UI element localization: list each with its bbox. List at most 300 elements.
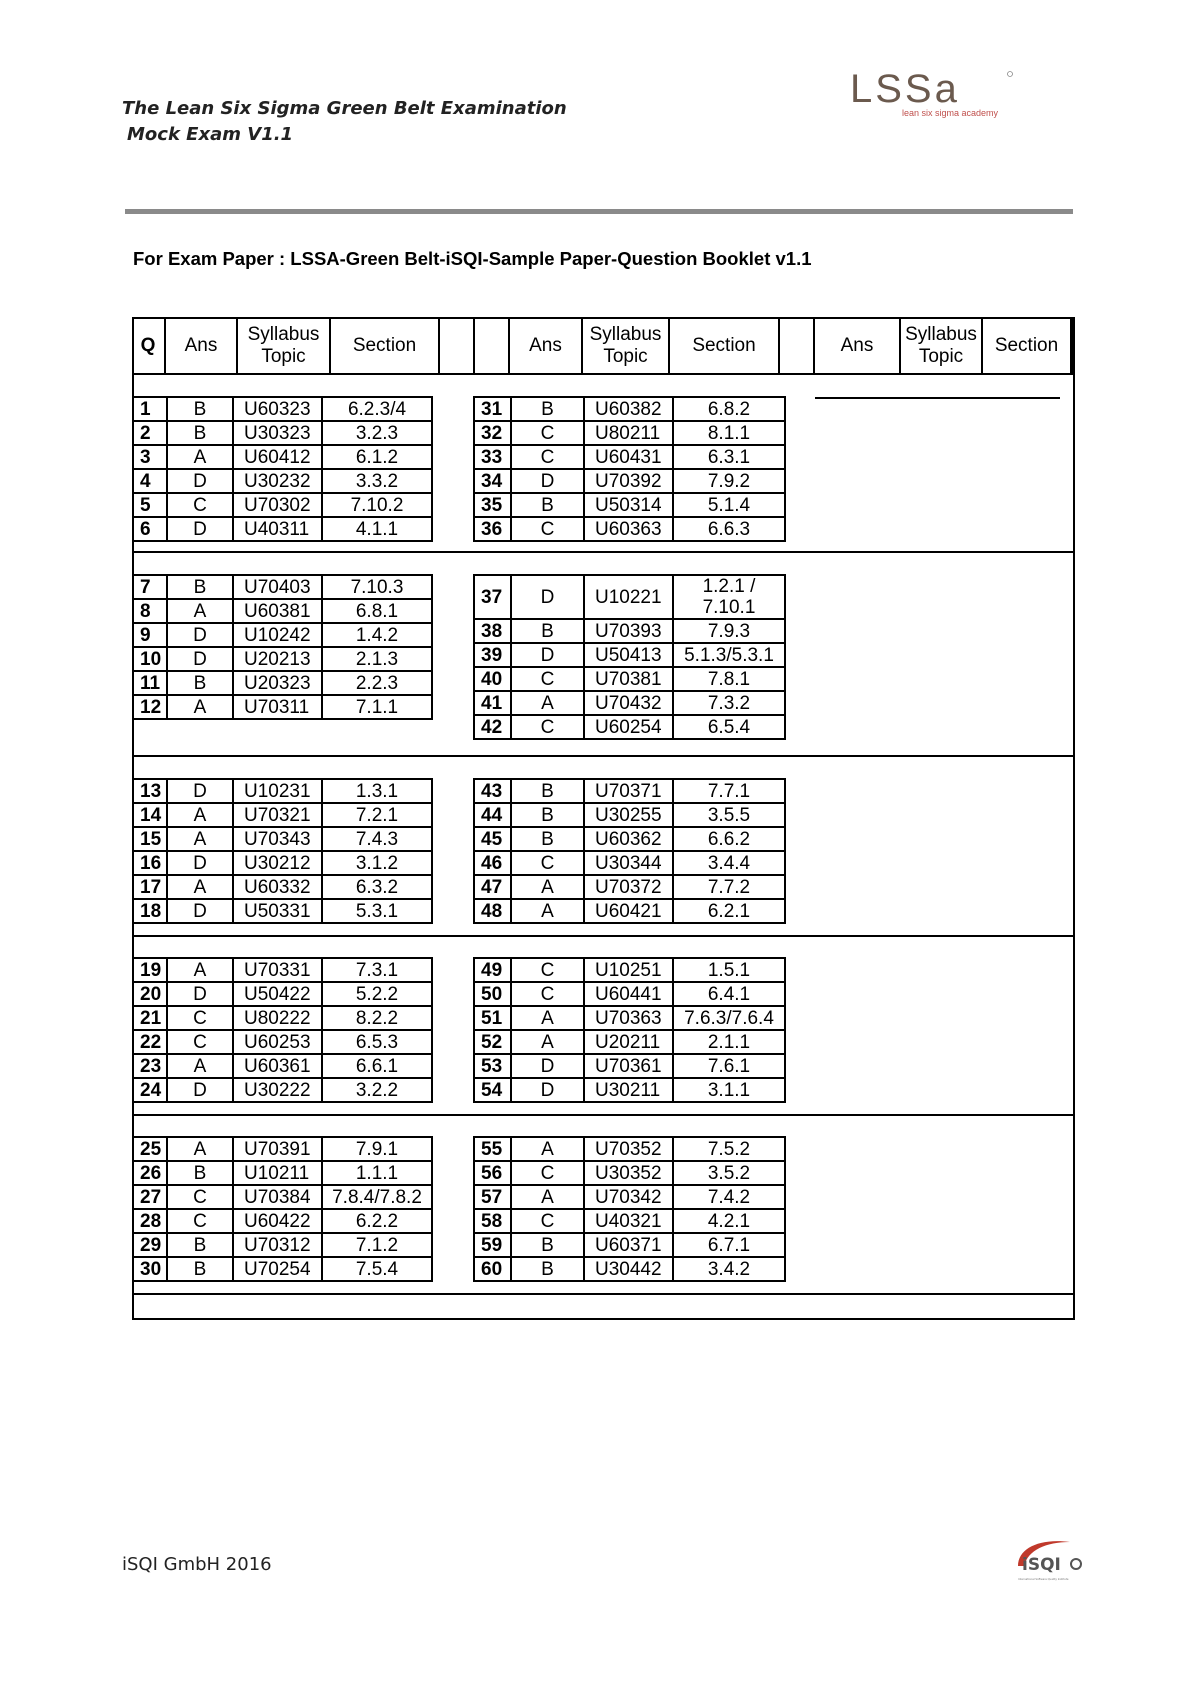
- answer-row: [133, 779, 432, 803]
- question-number: 38: [474, 619, 511, 643]
- syllabus-topic: U70302: [233, 493, 322, 517]
- answer-letter: C: [167, 1185, 233, 1209]
- answer-letter: D: [167, 779, 233, 803]
- answer-letter: C: [511, 421, 584, 445]
- question-number: 10: [133, 647, 167, 671]
- syllabus-topic: U70391: [233, 1137, 322, 1161]
- lssa-logo-text: LSSa: [850, 67, 960, 111]
- header-topic-2: Topic: [603, 345, 648, 367]
- question-number: 47: [474, 875, 511, 899]
- syllabus-topic: U70384: [233, 1185, 322, 1209]
- answer-letter: A: [511, 1006, 584, 1030]
- section-ref: 7.6.3/7.6.4: [673, 1006, 785, 1030]
- answer-letter: C: [511, 1161, 584, 1185]
- section-ref: 1.5.1: [673, 958, 785, 982]
- answer-row: [474, 667, 785, 691]
- question-number: 1: [133, 397, 167, 421]
- answer-row: [133, 982, 432, 1006]
- section-ref: 2.2.3: [322, 671, 432, 695]
- answer-letter: D: [511, 1078, 584, 1102]
- question-number: 45: [474, 827, 511, 851]
- block-separator: [132, 1293, 1075, 1295]
- syllabus-topic: U20211: [584, 1030, 673, 1054]
- section-ref: 3.4.2: [673, 1257, 785, 1281]
- answer-row: [133, 1078, 432, 1102]
- answer-row: [474, 1233, 785, 1257]
- answer-letter: A: [167, 827, 233, 851]
- answer-row: [133, 695, 432, 719]
- syllabus-topic: U70321: [233, 803, 322, 827]
- syllabus-topic: U50314: [584, 493, 673, 517]
- answer-row: [474, 779, 785, 803]
- question-number: 40: [474, 667, 511, 691]
- answer-letter: C: [511, 715, 584, 739]
- section-ref: 3.1.2: [322, 851, 432, 875]
- question-number: 59: [474, 1233, 511, 1257]
- question-number: 32: [474, 421, 511, 445]
- header-gap-2: [780, 317, 815, 374]
- section-ref: 7.6.1: [673, 1054, 785, 1078]
- question-number: 8: [133, 599, 167, 623]
- answers-table-7-12: [132, 574, 433, 720]
- answer-row: [133, 469, 432, 493]
- answer-row: [133, 1185, 432, 1209]
- answer-row: [133, 517, 432, 541]
- syllabus-topic: U10251: [584, 958, 673, 982]
- answer-letter: B: [167, 397, 233, 421]
- answer-row: [133, 958, 432, 982]
- syllabus-topic: U70343: [233, 827, 322, 851]
- section-ref: 6.2.3/4: [322, 397, 432, 421]
- answer-letter: A: [511, 691, 584, 715]
- section-ref: 7.4.3: [322, 827, 432, 851]
- question-number: 26: [133, 1161, 167, 1185]
- question-number: 5: [133, 493, 167, 517]
- answer-letter: D: [167, 851, 233, 875]
- section-ref-line: 1.2.1 /: [702, 576, 756, 597]
- answer-row: [474, 1078, 785, 1102]
- section-ref: 1.4.2: [322, 623, 432, 647]
- answer-row: [474, 899, 785, 923]
- question-number: 17: [133, 875, 167, 899]
- answer-letter: D: [511, 1054, 584, 1078]
- syllabus-topic: U40311: [233, 517, 322, 541]
- lssa-logo-tagline: lean six sigma academy: [902, 108, 999, 118]
- answer-letter: C: [511, 667, 584, 691]
- syllabus-topic: U70372: [584, 875, 673, 899]
- answer-letter: B: [511, 493, 584, 517]
- section-ref-line: 7.10.1: [702, 597, 756, 618]
- answer-row: [133, 647, 432, 671]
- section-ref: 3.4.4: [673, 851, 785, 875]
- section-ref: 8.1.1: [673, 421, 785, 445]
- section-ref: 7.7.1: [673, 779, 785, 803]
- question-number: 15: [133, 827, 167, 851]
- answer-row: [133, 671, 432, 695]
- syllabus-topic: U70381: [584, 667, 673, 691]
- question-number: 13: [133, 779, 167, 803]
- section-ref: 6.8.2: [673, 397, 785, 421]
- section-ref: 7.2.1: [322, 803, 432, 827]
- header-rule: [125, 209, 1073, 214]
- answer-letter: A: [167, 958, 233, 982]
- section-ref: 7.1.2: [322, 1233, 432, 1257]
- answer-row: [133, 1137, 432, 1161]
- syllabus-topic: U30232: [233, 469, 322, 493]
- answer-letter: A: [511, 1030, 584, 1054]
- syllabus-topic: U20213: [233, 647, 322, 671]
- answer-letter: A: [511, 899, 584, 923]
- footer-company: iSQI GmbH 2016: [122, 1554, 272, 1575]
- question-number: 24: [133, 1078, 167, 1102]
- header-ans: Ans: [166, 317, 238, 374]
- question-number: 36: [474, 517, 511, 541]
- exam-paper-label: For Exam Paper : LSSA-Green Belt-iSQI-Sample Paper-Question Booklet v1.1: [133, 248, 812, 269]
- syllabus-topic: U70393: [584, 619, 673, 643]
- syllabus-topic: U30255: [584, 803, 673, 827]
- syllabus-topic: U60363: [584, 517, 673, 541]
- answer-letter: C: [511, 982, 584, 1006]
- answer-letter: B: [167, 671, 233, 695]
- section-ref: 3.2.3: [322, 421, 432, 445]
- question-number: 55: [474, 1137, 511, 1161]
- section-ref: 7.9.1: [322, 1137, 432, 1161]
- question-number: 30: [133, 1257, 167, 1281]
- syllabus-topic: U70312: [233, 1233, 322, 1257]
- answers-table-37-42: [473, 574, 786, 740]
- answer-row: [133, 1161, 432, 1185]
- section-ref: 3.2.2: [322, 1078, 432, 1102]
- answer-letter: D: [167, 469, 233, 493]
- syllabus-topic: U60332: [233, 875, 322, 899]
- answer-row: [133, 421, 432, 445]
- answer-letter: A: [167, 599, 233, 623]
- question-number: 7: [133, 575, 167, 599]
- answer-row: [133, 397, 432, 421]
- section-ref: 6.3.2: [322, 875, 432, 899]
- section-ref: 6.3.1: [673, 445, 785, 469]
- answers-table-13-18: [132, 778, 433, 924]
- section-ref: 6.8.1: [322, 599, 432, 623]
- syllabus-topic: U60431: [584, 445, 673, 469]
- syllabus-topic: U50422: [233, 982, 322, 1006]
- section-ref: 3.5.2: [673, 1161, 785, 1185]
- syllabus-topic: U60254: [584, 715, 673, 739]
- section-ref: 5.1.4: [673, 493, 785, 517]
- header-topic-3: Topic: [918, 345, 964, 367]
- question-number: 50: [474, 982, 511, 1006]
- header-topic: Topic: [261, 345, 306, 367]
- syllabus-topic: U60381: [233, 599, 322, 623]
- answer-letter: A: [167, 803, 233, 827]
- syllabus-topic: U30442: [584, 1257, 673, 1281]
- section-ref: 7.9.3: [673, 619, 785, 643]
- syllabus-topic: U60253: [233, 1030, 322, 1054]
- block-separator: [132, 551, 1075, 553]
- answers-table-43-48: [473, 778, 786, 924]
- answer-row: [474, 575, 785, 619]
- syllabus-topic: U70361: [584, 1054, 673, 1078]
- question-number: 37: [474, 575, 511, 619]
- question-number: 52: [474, 1030, 511, 1054]
- section-ref: 3.1.1: [673, 1078, 785, 1102]
- question-number: 25: [133, 1137, 167, 1161]
- question-number: 39: [474, 643, 511, 667]
- answer-letter: A: [511, 1185, 584, 1209]
- question-number: 42: [474, 715, 511, 739]
- question-number: 28: [133, 1209, 167, 1233]
- block-separator: [132, 755, 1075, 757]
- header-gap-1: [440, 317, 475, 374]
- answer-letter: A: [167, 695, 233, 719]
- answer-row: [133, 899, 432, 923]
- answer-letter: D: [511, 469, 584, 493]
- section-ref: 6.6.3: [673, 517, 785, 541]
- answer-letter: C: [511, 1209, 584, 1233]
- question-number: 23: [133, 1054, 167, 1078]
- answers-table-25-30: [132, 1136, 433, 1282]
- answer-letter: D: [167, 1078, 233, 1102]
- answer-row: [133, 445, 432, 469]
- section-ref: 6.2.2: [322, 1209, 432, 1233]
- question-number: 9: [133, 623, 167, 647]
- question-number: 51: [474, 1006, 511, 1030]
- syllabus-topic: U60412: [233, 445, 322, 469]
- header-q-2: [475, 317, 510, 374]
- answer-row: [474, 493, 785, 517]
- header-syllabus-topic-3: [901, 317, 983, 374]
- answer-letter: A: [511, 1137, 584, 1161]
- answer-letter: B: [167, 1233, 233, 1257]
- answer-row: [474, 958, 785, 982]
- syllabus-topic: U70342: [584, 1185, 673, 1209]
- section-ref: 6.2.1: [673, 899, 785, 923]
- syllabus-topic: U30323: [233, 421, 322, 445]
- answer-row: [133, 1209, 432, 1233]
- answer-row: [474, 1209, 785, 1233]
- syllabus-topic: U70363: [584, 1006, 673, 1030]
- answer-letter: B: [167, 421, 233, 445]
- syllabus-topic: U70254: [233, 1257, 322, 1281]
- syllabus-topic: U10221: [584, 575, 673, 619]
- answer-letter: A: [167, 1054, 233, 1078]
- answer-letter: D: [167, 982, 233, 1006]
- section-ref: 7.3.1: [322, 958, 432, 982]
- isqi-logo-tagline: International Software Quality Institute: [1018, 1578, 1069, 1581]
- syllabus-topic: U20323: [233, 671, 322, 695]
- lssa-logo: [850, 66, 1018, 120]
- section-ref: 5.1.3/5.3.1: [673, 643, 785, 667]
- answer-letter: B: [167, 1257, 233, 1281]
- answer-row: [474, 619, 785, 643]
- syllabus-topic: U30344: [584, 851, 673, 875]
- section-ref: 1.3.1: [322, 779, 432, 803]
- section-ref: 7.8.4/7.8.2: [322, 1185, 432, 1209]
- frame-edge: [1070, 317, 1075, 375]
- question-number: 34: [474, 469, 511, 493]
- answer-letter: B: [511, 779, 584, 803]
- syllabus-topic: U60422: [233, 1209, 322, 1233]
- question-number: 49: [474, 958, 511, 982]
- question-number: 43: [474, 779, 511, 803]
- answer-row: [133, 851, 432, 875]
- answer-letter: C: [511, 958, 584, 982]
- answer-row: [133, 1030, 432, 1054]
- question-number: 27: [133, 1185, 167, 1209]
- answer-letter: C: [167, 1030, 233, 1054]
- section-ref: 7.4.2: [673, 1185, 785, 1209]
- syllabus-topic: U10211: [233, 1161, 322, 1185]
- section-ref: [673, 575, 785, 619]
- syllabus-topic: U80222: [233, 1006, 322, 1030]
- syllabus-topic: U80211: [584, 421, 673, 445]
- answer-row: [474, 1030, 785, 1054]
- answer-row: [133, 875, 432, 899]
- answer-row: [133, 827, 432, 851]
- question-number: 33: [474, 445, 511, 469]
- answer-row: [474, 1006, 785, 1030]
- answer-row: [474, 445, 785, 469]
- syllabus-topic: U60421: [584, 899, 673, 923]
- third-column-rule: [815, 397, 1060, 399]
- section-ref: 6.4.1: [673, 982, 785, 1006]
- answers-table-1-6: [132, 396, 433, 542]
- syllabus-topic: U70392: [584, 469, 673, 493]
- answer-row: [474, 1161, 785, 1185]
- section-ref: 7.10.2: [322, 493, 432, 517]
- answer-letter: D: [167, 517, 233, 541]
- title-line-2: Mock Exam V1.1: [127, 124, 294, 145]
- section-ref: 7.8.1: [673, 667, 785, 691]
- question-number: 44: [474, 803, 511, 827]
- header-bottom-rule: [132, 373, 1075, 375]
- answer-row: [133, 1054, 432, 1078]
- question-number: 14: [133, 803, 167, 827]
- question-number: 2: [133, 421, 167, 445]
- section-ref: 2.1.1: [673, 1030, 785, 1054]
- question-number: 29: [133, 1233, 167, 1257]
- section-ref: 6.5.4: [673, 715, 785, 739]
- isqi-logo: [1010, 1536, 1090, 1582]
- answer-row: [474, 1054, 785, 1078]
- answers-table-49-54: [473, 957, 786, 1103]
- answer-row: [133, 623, 432, 647]
- answer-letter: B: [167, 575, 233, 599]
- syllabus-topic: U10231: [233, 779, 322, 803]
- answer-row: [474, 1257, 785, 1281]
- answer-letter: A: [167, 445, 233, 469]
- question-number: 35: [474, 493, 511, 517]
- answer-letter: B: [511, 397, 584, 421]
- answer-letter: C: [511, 517, 584, 541]
- section-ref: 7.9.2: [673, 469, 785, 493]
- question-number: 4: [133, 469, 167, 493]
- header-syllabus-2: Syllabus: [589, 323, 662, 345]
- section-ref: 3.5.5: [673, 803, 785, 827]
- syllabus-topic: U70331: [233, 958, 322, 982]
- syllabus-topic: U70432: [584, 691, 673, 715]
- answer-row: [474, 643, 785, 667]
- section-ref: 6.1.2: [322, 445, 432, 469]
- answer-letter: B: [167, 1161, 233, 1185]
- question-number: 58: [474, 1209, 511, 1233]
- question-number: 12: [133, 695, 167, 719]
- block-separator: [132, 1114, 1075, 1116]
- syllabus-topic: U30212: [233, 851, 322, 875]
- answer-row: [474, 875, 785, 899]
- question-number: 22: [133, 1030, 167, 1054]
- section-ref: 5.2.2: [322, 982, 432, 1006]
- answer-letter: B: [511, 1233, 584, 1257]
- question-number: 41: [474, 691, 511, 715]
- syllabus-topic: U60441: [584, 982, 673, 1006]
- question-number: 56: [474, 1161, 511, 1185]
- syllabus-topic: U60362: [584, 827, 673, 851]
- section-ref: 5.3.1: [322, 899, 432, 923]
- answer-row: [133, 575, 432, 599]
- section-ref: 4.2.1: [673, 1209, 785, 1233]
- section-ref: 6.5.3: [322, 1030, 432, 1054]
- block-separator: [132, 935, 1075, 937]
- answer-row: [474, 827, 785, 851]
- answer-letter: A: [511, 875, 584, 899]
- question-number: 6: [133, 517, 167, 541]
- question-number: 31: [474, 397, 511, 421]
- section-ref: 4.1.1: [322, 517, 432, 541]
- header-q: Q: [132, 317, 166, 374]
- section-ref: 7.3.2: [673, 691, 785, 715]
- isqi-logo-text: iSQI: [1022, 1555, 1061, 1575]
- answer-row: [133, 599, 432, 623]
- question-number: 3: [133, 445, 167, 469]
- answer-letter: C: [511, 851, 584, 875]
- answer-row: [474, 1137, 785, 1161]
- answer-letter: C: [167, 493, 233, 517]
- section-ref: 7.5.2: [673, 1137, 785, 1161]
- answer-letter: D: [511, 643, 584, 667]
- question-number: 18: [133, 899, 167, 923]
- section-ref: 7.5.4: [322, 1257, 432, 1281]
- answer-row: [474, 851, 785, 875]
- answer-row: [474, 1185, 785, 1209]
- answer-letter: C: [167, 1006, 233, 1030]
- answer-row: [474, 803, 785, 827]
- answer-letter: D: [167, 647, 233, 671]
- question-number: 19: [133, 958, 167, 982]
- question-number: 60: [474, 1257, 511, 1281]
- syllabus-topic: U70403: [233, 575, 322, 599]
- syllabus-topic: U70371: [584, 779, 673, 803]
- syllabus-topic: U50413: [584, 643, 673, 667]
- syllabus-topic: U70311: [233, 695, 322, 719]
- section-ref: 6.6.1: [322, 1054, 432, 1078]
- question-number: 16: [133, 851, 167, 875]
- section-ref: 3.3.2: [322, 469, 432, 493]
- section-ref: 7.7.2: [673, 875, 785, 899]
- answer-letter: A: [167, 1137, 233, 1161]
- section-ref: 6.7.1: [673, 1233, 785, 1257]
- syllabus-topic: U60371: [584, 1233, 673, 1257]
- answers-table-31-36: [473, 396, 786, 542]
- answer-row: [133, 1257, 432, 1281]
- answer-row: [474, 691, 785, 715]
- question-number: 20: [133, 982, 167, 1006]
- answer-row: [474, 421, 785, 445]
- syllabus-topic: U40321: [584, 1209, 673, 1233]
- question-number: 53: [474, 1054, 511, 1078]
- header-syllabus: Syllabus: [247, 323, 320, 345]
- header-section-2: Section: [670, 317, 780, 374]
